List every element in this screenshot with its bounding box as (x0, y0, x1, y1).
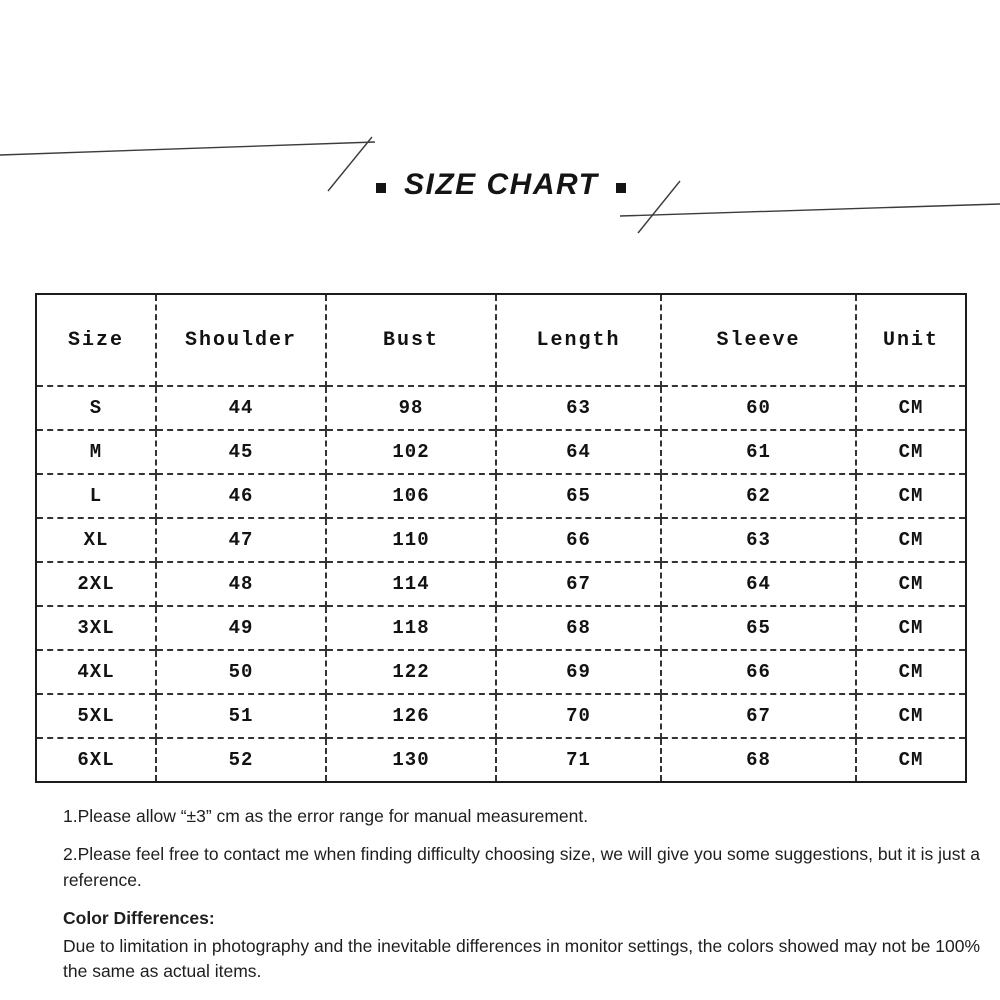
cell-bust: 98 (326, 386, 496, 430)
cell-bust: 126 (326, 694, 496, 738)
cell-unit: CM (856, 562, 966, 606)
page-title: SIZE CHART (404, 168, 599, 201)
color-differences-heading: Color Differences: (63, 908, 215, 929)
col-header-sleeve: Sleeve (661, 294, 856, 386)
size-table-body (36, 386, 966, 782)
cell-size: S (36, 386, 156, 430)
cell-bust: 122 (326, 650, 496, 694)
cell-shoulder: 52 (156, 738, 326, 782)
cell-unit: CM (856, 518, 966, 562)
cell-length: 68 (496, 606, 661, 650)
cell-size: 3XL (36, 606, 156, 650)
cell-length: 71 (496, 738, 661, 782)
table-row (36, 738, 966, 782)
col-header-unit: Unit (856, 294, 966, 386)
cell-shoulder: 50 (156, 650, 326, 694)
right-square-bullet (616, 183, 626, 193)
cell-size: 4XL (36, 650, 156, 694)
cell-shoulder: 46 (156, 474, 326, 518)
cell-bust: 110 (326, 518, 496, 562)
col-header-bust: Bust (326, 294, 496, 386)
col-header-shoulder: Shoulder (156, 294, 326, 386)
table-row (36, 386, 966, 430)
table-row (36, 474, 966, 518)
notes-section (63, 804, 981, 984)
cell-size: 5XL (36, 694, 156, 738)
cell-sleeve: 68 (661, 738, 856, 782)
cell-shoulder: 45 (156, 430, 326, 474)
col-header-length: Length (496, 294, 661, 386)
size-table (35, 293, 967, 783)
table-row (36, 518, 966, 562)
cell-length: 66 (496, 518, 661, 562)
col-header-size: Size (67, 328, 124, 352)
cell-length: 69 (496, 650, 661, 694)
decorative-slash-right (638, 181, 680, 233)
note-contact-suggestion: 2.Please feel free to contact me when finding difficulty choosing size, we will give you some suggestions, but it is just a reference. (63, 844, 980, 890)
table-row (36, 606, 966, 650)
cell-size: L (36, 474, 156, 518)
table-row (36, 562, 966, 606)
cell-size: XL (36, 518, 156, 562)
cell-sleeve: 66 (661, 650, 856, 694)
cell-sleeve: 61 (661, 430, 856, 474)
color-differences-body: Due to limitation in photography and the inevitable differences in monitor settings, the colors showed may not be 100% the same as actual items. (63, 935, 981, 981)
cell-shoulder: 44 (156, 386, 326, 430)
cell-shoulder: 47 (156, 518, 326, 562)
cell-bust: 130 (326, 738, 496, 782)
title-row (376, 168, 626, 202)
cell-bust: 106 (326, 474, 496, 518)
cell-length: 64 (496, 430, 661, 474)
cell-sleeve: 64 (661, 562, 856, 606)
cell-length: 70 (496, 694, 661, 738)
header-row (36, 294, 966, 386)
table-row (36, 430, 966, 474)
cell-length: 63 (496, 386, 661, 430)
decorative-lines (0, 0, 1000, 260)
cell-size: 2XL (36, 562, 156, 606)
cell-length: 67 (496, 562, 661, 606)
cell-unit: CM (856, 474, 966, 518)
cell-unit: CM (856, 606, 966, 650)
decorative-slash-left (328, 137, 372, 191)
note-measurement-tolerance: 1.Please allow “±3” cm as the error range for manual measurement. (63, 806, 589, 826)
cell-unit: CM (856, 386, 966, 430)
cell-length: 65 (496, 474, 661, 518)
cell-unit: CM (856, 694, 966, 738)
cell-unit: CM (856, 650, 966, 694)
decorative-line-right (620, 204, 1000, 216)
cell-shoulder: 48 (156, 562, 326, 606)
size-table-header (36, 294, 966, 386)
table-row (36, 694, 966, 738)
decorative-line-left (0, 142, 375, 155)
cell-bust: 118 (326, 606, 496, 650)
cell-size: 6XL (36, 738, 156, 782)
cell-size: M (36, 430, 156, 474)
cell-shoulder: 51 (156, 694, 326, 738)
cell-unit: CM (856, 430, 966, 474)
cell-sleeve: 63 (661, 518, 856, 562)
cell-sleeve: 65 (661, 606, 856, 650)
cell-sleeve: 60 (661, 386, 856, 430)
cell-sleeve: 62 (661, 474, 856, 518)
table-row (36, 650, 966, 694)
cell-bust: 102 (326, 430, 496, 474)
cell-bust: 114 (326, 562, 496, 606)
cell-unit: CM (856, 738, 966, 782)
cell-sleeve: 67 (661, 694, 856, 738)
left-square-bullet (376, 183, 386, 193)
cell-shoulder: 49 (156, 606, 326, 650)
